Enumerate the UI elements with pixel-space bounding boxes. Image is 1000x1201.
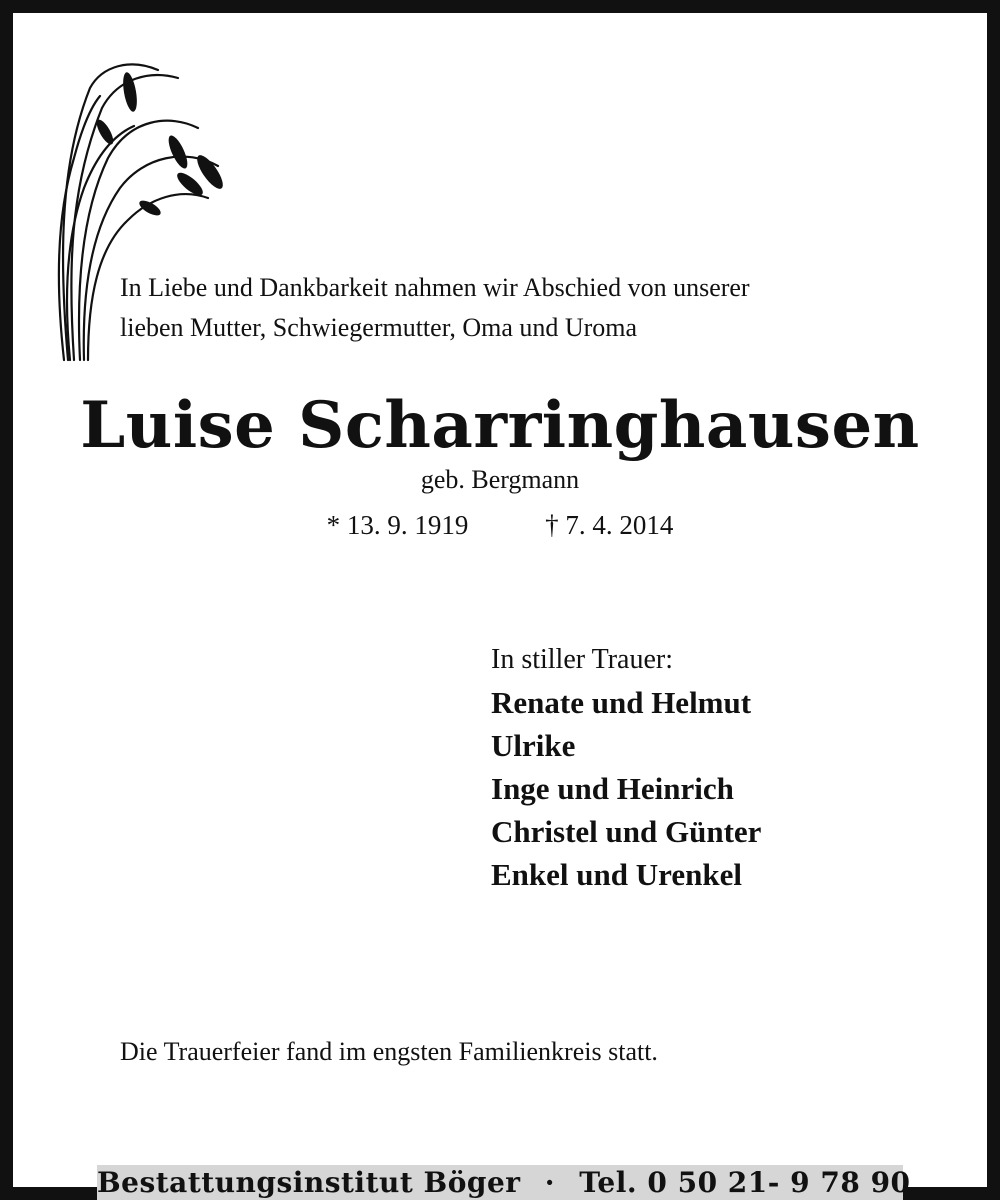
mourner-name: Christel und Günter: [491, 814, 762, 849]
footer-separator: ·: [544, 1166, 556, 1199]
ceremony-note: Die Trauerfeier fand im engsten Familienkreis statt.: [120, 1037, 658, 1066]
mourner-name: Renate und Helmut: [491, 685, 752, 720]
funeral-home-name: Bestattungsinstitut Böger: [97, 1166, 521, 1199]
birth-name: geb. Bergmann: [420, 465, 580, 494]
death-date: † 7. 4. 2014: [545, 510, 674, 540]
funeral-home-footer: [97, 1165, 911, 1200]
mourners-block: [491, 638, 761, 896]
mourner-name: Ulrike: [491, 728, 576, 763]
birth-date: * 13. 9. 1919: [326, 510, 469, 540]
funeral-home-phone: Tel. 0 50 21- 9 78 90: [579, 1166, 911, 1199]
mourners-heading: In stiller Trauer:: [491, 644, 673, 675]
intro-line-2: lieben Mutter, Schwiegermutter, Oma und Uroma: [120, 313, 638, 342]
intro-text: [120, 268, 970, 348]
intro-line-1: In Liebe und Dankbarkeit nahmen wir Abschied von unserer: [120, 273, 750, 302]
mourner-name: Inge und Heinrich: [491, 771, 734, 806]
mourner-name: Enkel und Urenkel: [491, 857, 742, 892]
life-dates: [0, 510, 1000, 541]
deceased-name: Luise Scharringhausen: [80, 388, 920, 463]
